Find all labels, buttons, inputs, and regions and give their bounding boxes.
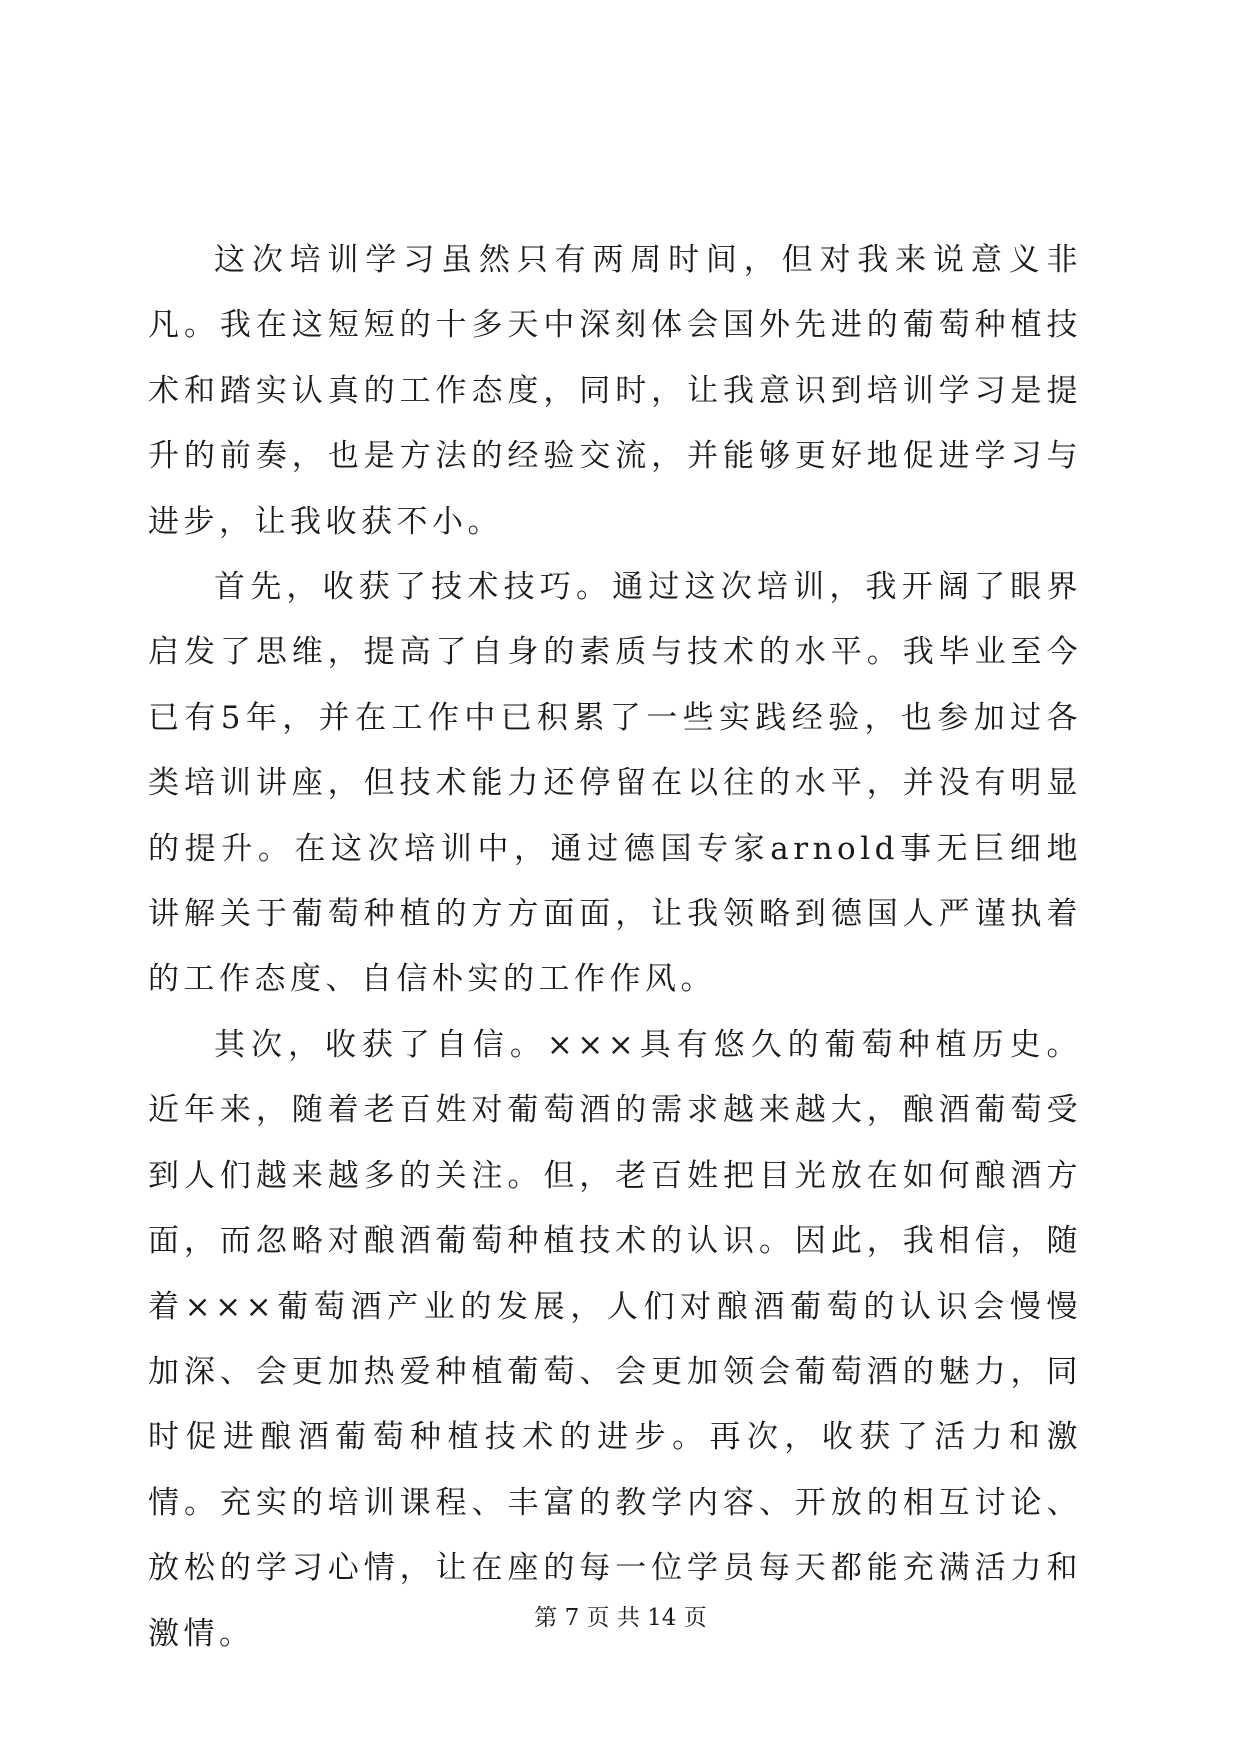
page-number-footer: 第 7 页 共 14 页 (534, 1605, 707, 1631)
paragraph-intro: 这次培训学习虽然只有两周时间，但对我来说意义非凡。我在这短短的十多天中深刻体会国外先进的葡萄种植技术和踏实认真的工作态度，同时，让我意识到培训学习是提升的前奏，也是方法的经验交流，并能够更好地促进学习与进步，让我收获不小。 (148, 242, 1082, 540)
paragraph-confidence: 其次，收获了自信。×××具有悠久的葡萄种植历史。近年来，随着老百姓对葡萄酒的需求越来越大，酿酒葡萄受到人们越来越多的关注。但，老百姓把目光放在如何酿酒方面，而忽略对酿酒葡萄种植技术的认识。因此，我相信，随着×××葡萄酒产业的发展，人们对酿酒葡萄的认识会慢慢加深、会更加热爱种植葡萄、会更加领会葡萄酒的魅力，同时促进酿酒葡萄种植技术的进步。再次，收获了活力和激情。充实的培训课程、丰富的教学内容、开放的相互讨论、放松的学习心情，让在座的每一位学员每天都能充满活力和激情。 (148, 1026, 1082, 1652)
paragraph-technical-skills: 首先，收获了技术技巧。通过这次培训，我开阔了眼界启发了思维，提高了自身的素质与技术的水平。我毕业至今已有5年，并在工作中已积累了一些实践经验，也参加过各类培训讲座，但技术能力还停留在以往的水平，并没有明显的提升。在这次培训中，通过德国专家arnold事无巨细地讲解关于葡萄种植的方方面面，让我领略到德国人严谨执着的工作态度、自信朴实的工作作风。 (148, 569, 1082, 998)
document-body (148, 228, 1082, 1667)
